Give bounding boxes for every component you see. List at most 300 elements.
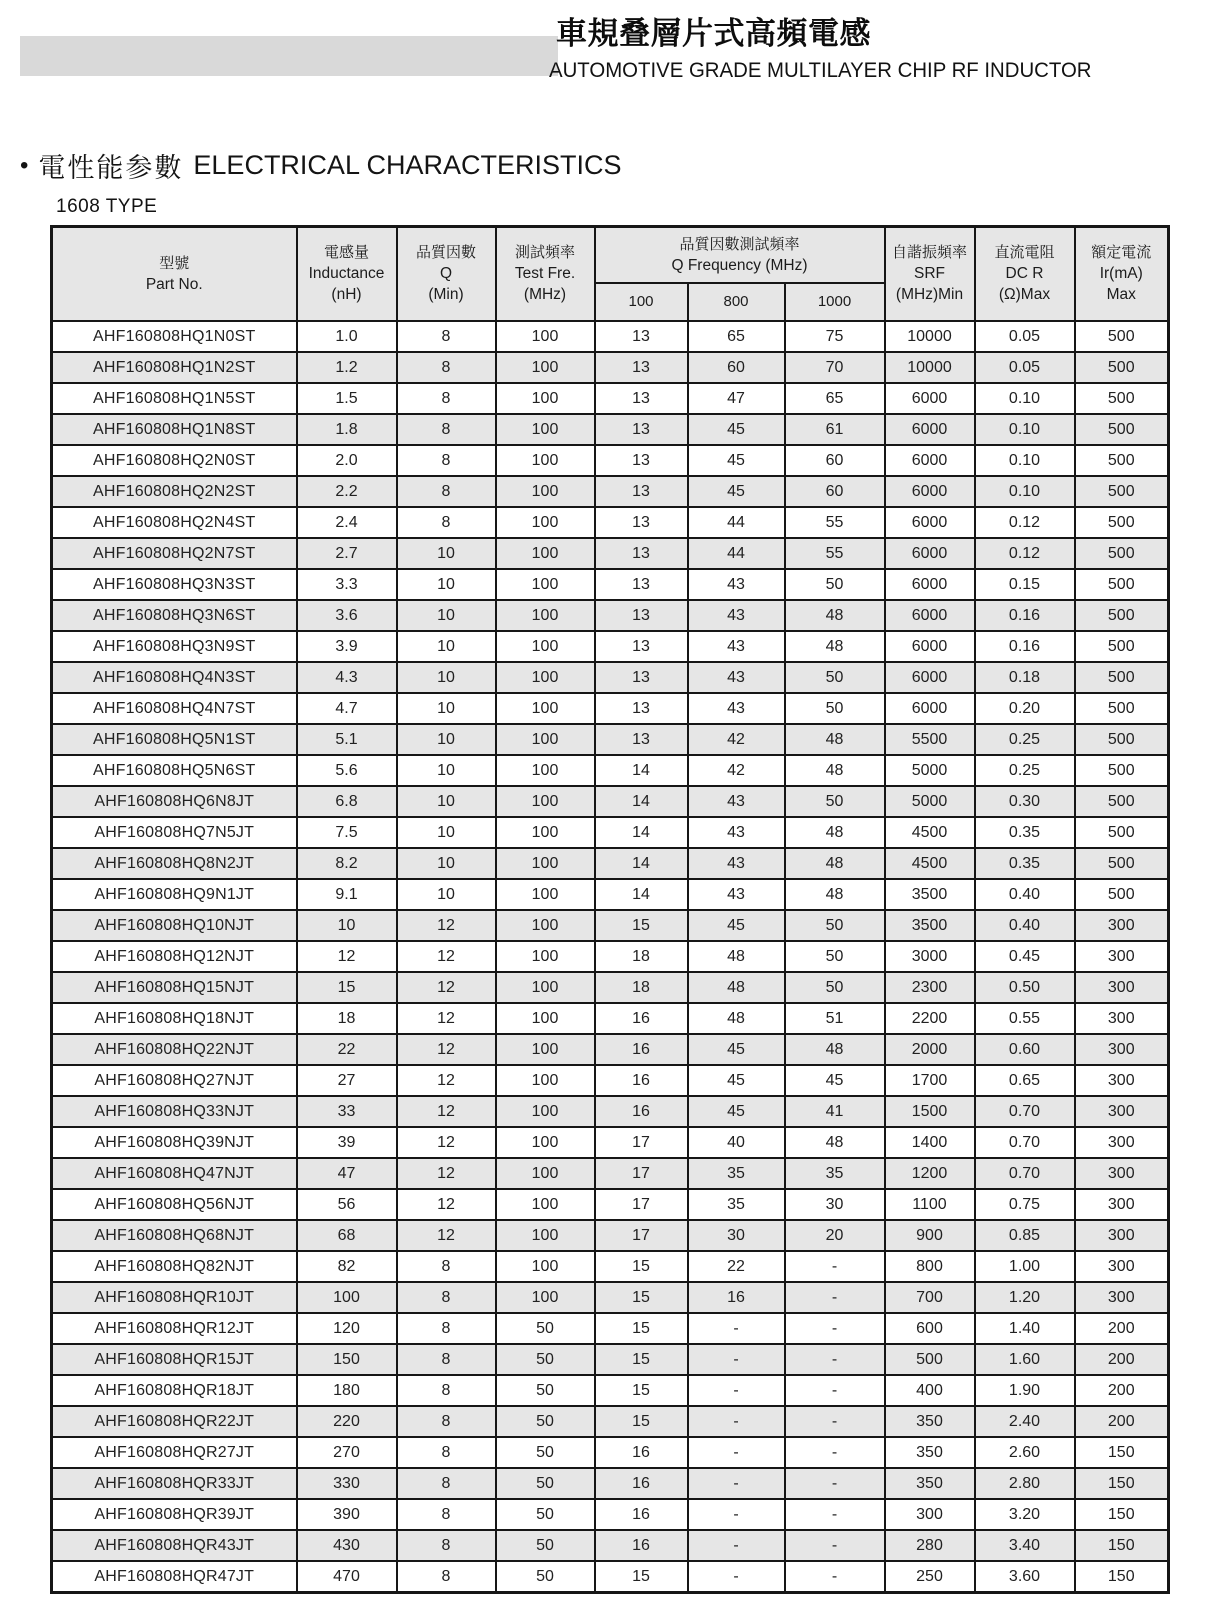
table-row: [52, 600, 1169, 631]
cell-inductance: 390: [297, 1499, 397, 1530]
cell-inductance: 3.9: [297, 631, 397, 662]
cell-dcr: 0.35: [975, 817, 1075, 848]
cell-dcr: 0.40: [975, 879, 1075, 910]
cell-ir: 500: [1075, 662, 1169, 693]
cell-ir: 300: [1075, 1220, 1169, 1251]
table-row: [52, 1468, 1169, 1499]
cell-q_1000: 48: [785, 600, 885, 631]
table-row: [52, 1251, 1169, 1282]
cell-q_800: 45: [688, 476, 785, 507]
cell-q_1000: -: [785, 1344, 885, 1375]
cell-inductance: 5.1: [297, 724, 397, 755]
cell-q_800: 43: [688, 786, 785, 817]
cell-q_1000: 50: [785, 662, 885, 693]
cell-srf: 1400: [885, 1127, 975, 1158]
cell-srf: 6000: [885, 538, 975, 569]
col-header-ir-unit: Max: [1106, 286, 1136, 304]
cell-part_no: AHF160808HQ2N4ST: [52, 507, 297, 538]
col-header-ir-en: Ir(mA): [1099, 265, 1143, 283]
col-header-part-no: [52, 227, 297, 321]
cell-q: 12: [397, 1096, 496, 1127]
cell-q_800: 43: [688, 600, 785, 631]
cell-q_100: 15: [595, 1282, 688, 1313]
cell-srf: 1200: [885, 1158, 975, 1189]
cell-q_1000: 70: [785, 352, 885, 383]
col-header-ir-zh: 額定電流: [1091, 244, 1152, 262]
table-row: [52, 1065, 1169, 1096]
cell-q: 10: [397, 879, 496, 910]
cell-srf: 4500: [885, 848, 975, 879]
cell-inductance: 150: [297, 1344, 397, 1375]
cell-ir: 300: [1075, 1189, 1169, 1220]
cell-inductance: 56: [297, 1189, 397, 1220]
cell-dcr: 0.45: [975, 941, 1075, 972]
cell-ir: 500: [1075, 538, 1169, 569]
cell-q_1000: 48: [785, 755, 885, 786]
cell-ir: 500: [1075, 879, 1169, 910]
cell-dcr: 0.20: [975, 693, 1075, 724]
cell-q_100: 13: [595, 724, 688, 755]
cell-q_800: -: [688, 1313, 785, 1344]
cell-dcr: 0.15: [975, 569, 1075, 600]
cell-part_no: AHF160808HQ68NJT: [52, 1220, 297, 1251]
table-header: [52, 227, 1169, 321]
col-header-q-100: 100: [595, 283, 688, 321]
table-row: [52, 1344, 1169, 1375]
section-heading: [20, 146, 621, 185]
cell-q_800: 35: [688, 1158, 785, 1189]
cell-q: 10: [397, 600, 496, 631]
cell-dcr: 0.25: [975, 755, 1075, 786]
table-row: [52, 1406, 1169, 1437]
cell-q_1000: 60: [785, 445, 885, 476]
cell-q_800: 30: [688, 1220, 785, 1251]
col-header-q-unit: (Min): [428, 286, 464, 304]
cell-q_100: 13: [595, 352, 688, 383]
cell-ir: 300: [1075, 1034, 1169, 1065]
cell-test_fre: 100: [496, 662, 595, 693]
cell-test_fre: 100: [496, 600, 595, 631]
cell-test_fre: 100: [496, 848, 595, 879]
table-body: [52, 321, 1169, 1593]
cell-part_no: AHF160808HQR22JT: [52, 1406, 297, 1437]
col-header-inductance-zh: 電感量: [323, 244, 369, 262]
cell-test_fre: 100: [496, 1065, 595, 1096]
cell-q: 8: [397, 1499, 496, 1530]
cell-q: 10: [397, 786, 496, 817]
table-row: [52, 321, 1169, 352]
table-row: [52, 848, 1169, 879]
cell-q_100: 17: [595, 1158, 688, 1189]
cell-srf: 350: [885, 1437, 975, 1468]
cell-dcr: 0.10: [975, 414, 1075, 445]
cell-q_100: 13: [595, 383, 688, 414]
cell-q_1000: 50: [785, 569, 885, 600]
cell-ir: 300: [1075, 1003, 1169, 1034]
table-row: [52, 693, 1169, 724]
table-row: [52, 1282, 1169, 1313]
cell-q_100: 17: [595, 1220, 688, 1251]
cell-dcr: 3.40: [975, 1530, 1075, 1561]
cell-ir: 500: [1075, 321, 1169, 352]
cell-test_fre: 100: [496, 1096, 595, 1127]
cell-ir: 300: [1075, 972, 1169, 1003]
cell-q_800: 48: [688, 1003, 785, 1034]
cell-q_100: 18: [595, 941, 688, 972]
cell-q_100: 15: [595, 1344, 688, 1375]
cell-dcr: 1.20: [975, 1282, 1075, 1313]
cell-q_800: 35: [688, 1189, 785, 1220]
cell-q_100: 14: [595, 848, 688, 879]
cell-q_1000: 48: [785, 1034, 885, 1065]
col-header-test-fre-zh: 測試頻率: [514, 244, 575, 262]
cell-q_800: -: [688, 1375, 785, 1406]
cell-part_no: AHF160808HQ6N8JT: [52, 786, 297, 817]
cell-q: 12: [397, 1127, 496, 1158]
cell-q_800: 45: [688, 1096, 785, 1127]
cell-inductance: 270: [297, 1437, 397, 1468]
cell-inductance: 22: [297, 1034, 397, 1065]
electrical-characteristics-table: [50, 225, 1170, 1594]
cell-part_no: AHF160808HQ82NJT: [52, 1251, 297, 1282]
col-header-q-800: 800: [688, 283, 785, 321]
cell-q: 12: [397, 1065, 496, 1096]
cell-test_fre: 50: [496, 1437, 595, 1468]
cell-q_1000: 48: [785, 879, 885, 910]
cell-dcr: 0.30: [975, 786, 1075, 817]
cell-test_fre: 100: [496, 321, 595, 352]
cell-q_100: 13: [595, 631, 688, 662]
cell-inductance: 68: [297, 1220, 397, 1251]
cell-test_fre: 100: [496, 1158, 595, 1189]
cell-test_fre: 50: [496, 1530, 595, 1561]
cell-part_no: AHF160808HQR39JT: [52, 1499, 297, 1530]
cell-dcr: 2.40: [975, 1406, 1075, 1437]
cell-test_fre: 50: [496, 1468, 595, 1499]
table-row: [52, 817, 1169, 848]
cell-test_fre: 100: [496, 941, 595, 972]
cell-srf: 1100: [885, 1189, 975, 1220]
cell-srf: 6000: [885, 693, 975, 724]
cell-q: 8: [397, 476, 496, 507]
table-row: [52, 507, 1169, 538]
cell-dcr: 1.90: [975, 1375, 1075, 1406]
cell-q_800: -: [688, 1344, 785, 1375]
cell-ir: 200: [1075, 1406, 1169, 1437]
cell-ir: 500: [1075, 724, 1169, 755]
cell-part_no: AHF160808HQ56NJT: [52, 1189, 297, 1220]
cell-q_100: 16: [595, 1034, 688, 1065]
cell-srf: 6000: [885, 414, 975, 445]
cell-q_1000: 51: [785, 1003, 885, 1034]
cell-q: 10: [397, 817, 496, 848]
col-header-q-frequency-group: [595, 227, 885, 283]
cell-q_1000: 50: [785, 941, 885, 972]
table-row: [52, 1499, 1169, 1530]
cell-inductance: 15: [297, 972, 397, 1003]
cell-part_no: AHF160808HQ33NJT: [52, 1096, 297, 1127]
cell-q_100: 13: [595, 321, 688, 352]
cell-ir: 300: [1075, 1096, 1169, 1127]
cell-test_fre: 100: [496, 507, 595, 538]
cell-q_100: 17: [595, 1127, 688, 1158]
cell-dcr: 3.60: [975, 1561, 1075, 1593]
cell-q: 8: [397, 1282, 496, 1313]
cell-test_fre: 50: [496, 1406, 595, 1437]
cell-q_100: 15: [595, 1561, 688, 1593]
cell-q: 10: [397, 848, 496, 879]
cell-part_no: AHF160808HQ9N1JT: [52, 879, 297, 910]
cell-q_800: 48: [688, 941, 785, 972]
cell-q_1000: 35: [785, 1158, 885, 1189]
table-row: [52, 445, 1169, 476]
cell-srf: 350: [885, 1468, 975, 1499]
cell-inductance: 9.1: [297, 879, 397, 910]
cell-test_fre: 50: [496, 1375, 595, 1406]
cell-test_fre: 100: [496, 1003, 595, 1034]
cell-q_1000: 41: [785, 1096, 885, 1127]
cell-ir: 300: [1075, 1251, 1169, 1282]
cell-srf: 3000: [885, 941, 975, 972]
cell-q_1000: 30: [785, 1189, 885, 1220]
cell-q_100: 16: [595, 1096, 688, 1127]
table-row: [52, 879, 1169, 910]
col-header-dcr-zh: 直流電阻: [994, 244, 1055, 262]
cell-part_no: AHF160808HQ15NJT: [52, 972, 297, 1003]
cell-q_100: 16: [595, 1065, 688, 1096]
cell-part_no: AHF160808HQ39NJT: [52, 1127, 297, 1158]
cell-q: 8: [397, 383, 496, 414]
cell-part_no: AHF160808HQ8N2JT: [52, 848, 297, 879]
cell-q_100: 16: [595, 1530, 688, 1561]
cell-q_800: 16: [688, 1282, 785, 1313]
cell-part_no: AHF160808HQR47JT: [52, 1561, 297, 1593]
cell-q: 12: [397, 972, 496, 1003]
brand-banner-placeholder: [20, 36, 558, 76]
cell-dcr: 1.60: [975, 1344, 1075, 1375]
col-header-dcr-en: DC R: [1005, 265, 1044, 283]
cell-q_1000: 48: [785, 631, 885, 662]
col-header-part-no-en: Part No.: [145, 275, 203, 293]
col-header-srf-unit: (MHz)Min: [895, 286, 964, 304]
cell-q_800: 43: [688, 631, 785, 662]
cell-srf: 700: [885, 1282, 975, 1313]
table-row: [52, 352, 1169, 383]
table-row: [52, 1220, 1169, 1251]
cell-inductance: 27: [297, 1065, 397, 1096]
cell-q: 8: [397, 414, 496, 445]
cell-inductance: 1.5: [297, 383, 397, 414]
cell-test_fre: 50: [496, 1561, 595, 1593]
cell-q_100: 13: [595, 600, 688, 631]
table-row: [52, 1003, 1169, 1034]
cell-part_no: AHF160808HQ1N8ST: [52, 414, 297, 445]
cell-q: 10: [397, 569, 496, 600]
cell-q: 8: [397, 1313, 496, 1344]
type-label: 1608 TYPE: [56, 196, 158, 217]
cell-q: 12: [397, 1220, 496, 1251]
cell-dcr: 0.18: [975, 662, 1075, 693]
cell-srf: 500: [885, 1344, 975, 1375]
cell-inductance: 82: [297, 1251, 397, 1282]
cell-dcr: 0.60: [975, 1034, 1075, 1065]
cell-part_no: AHF160808HQ27NJT: [52, 1065, 297, 1096]
cell-q: 8: [397, 1375, 496, 1406]
cell-q_1000: 55: [785, 538, 885, 569]
cell-q_800: -: [688, 1406, 785, 1437]
cell-ir: 500: [1075, 631, 1169, 662]
cell-dcr: 0.10: [975, 445, 1075, 476]
cell-dcr: 0.05: [975, 352, 1075, 383]
cell-q_100: 15: [595, 1406, 688, 1437]
col-header-q-frequency-zh: 品質因數測試頻率: [679, 235, 800, 253]
cell-test_fre: 100: [496, 445, 595, 476]
cell-inductance: 2.7: [297, 538, 397, 569]
cell-part_no: AHF160808HQ12NJT: [52, 941, 297, 972]
cell-inductance: 220: [297, 1406, 397, 1437]
cell-q: 12: [397, 910, 496, 941]
cell-q_800: 43: [688, 817, 785, 848]
cell-inductance: 100: [297, 1282, 397, 1313]
table-row: [52, 1375, 1169, 1406]
cell-test_fre: 100: [496, 352, 595, 383]
col-header-part-no-zh: 型號: [159, 254, 190, 272]
page-title-zh: 車規叠層片式高頻電感: [556, 16, 871, 51]
cell-dcr: 0.85: [975, 1220, 1075, 1251]
cell-ir: 500: [1075, 569, 1169, 600]
cell-q_800: 22: [688, 1251, 785, 1282]
cell-inductance: 2.2: [297, 476, 397, 507]
cell-q_800: -: [688, 1530, 785, 1561]
cell-q_100: 13: [595, 414, 688, 445]
cell-q_1000: 75: [785, 321, 885, 352]
cell-srf: 2000: [885, 1034, 975, 1065]
cell-ir: 500: [1075, 600, 1169, 631]
cell-q_1000: 61: [785, 414, 885, 445]
cell-q_100: 13: [595, 507, 688, 538]
col-header-inductance: [297, 227, 397, 321]
cell-ir: 300: [1075, 910, 1169, 941]
table-row: [52, 1530, 1169, 1561]
cell-q: 8: [397, 445, 496, 476]
cell-q_800: 42: [688, 755, 785, 786]
cell-ir: 500: [1075, 786, 1169, 817]
cell-part_no: AHF160808HQ7N5JT: [52, 817, 297, 848]
cell-test_fre: 100: [496, 383, 595, 414]
cell-part_no: AHF160808HQ2N2ST: [52, 476, 297, 507]
cell-q_100: 13: [595, 476, 688, 507]
cell-inductance: 4.3: [297, 662, 397, 693]
cell-q: 12: [397, 1189, 496, 1220]
cell-part_no: AHF160808HQR43JT: [52, 1530, 297, 1561]
cell-ir: 150: [1075, 1437, 1169, 1468]
cell-q_800: 43: [688, 693, 785, 724]
col-header-q: [397, 227, 496, 321]
cell-q: 10: [397, 755, 496, 786]
col-header-inductance-en: Inductance: [308, 265, 385, 283]
cell-inductance: 2.4: [297, 507, 397, 538]
cell-dcr: 2.60: [975, 1437, 1075, 1468]
cell-ir: 150: [1075, 1561, 1169, 1593]
cell-ir: 300: [1075, 941, 1169, 972]
cell-test_fre: 100: [496, 817, 595, 848]
cell-q_1000: -: [785, 1406, 885, 1437]
cell-inductance: 33: [297, 1096, 397, 1127]
col-header-srf: [885, 227, 975, 321]
col-header-ir: [1075, 227, 1169, 321]
cell-q: 10: [397, 724, 496, 755]
cell-dcr: 0.75: [975, 1189, 1075, 1220]
cell-q_1000: 48: [785, 817, 885, 848]
cell-part_no: AHF160808HQ3N9ST: [52, 631, 297, 662]
table-header-row-top: [52, 227, 1169, 283]
table-row: [52, 786, 1169, 817]
cell-q_100: 16: [595, 1499, 688, 1530]
cell-srf: 300: [885, 1499, 975, 1530]
cell-ir: 500: [1075, 414, 1169, 445]
cell-part_no: AHF160808HQ10NJT: [52, 910, 297, 941]
cell-q: 10: [397, 662, 496, 693]
cell-q_100: 15: [595, 1251, 688, 1282]
cell-ir: 500: [1075, 445, 1169, 476]
cell-q_1000: -: [785, 1313, 885, 1344]
cell-ir: 200: [1075, 1313, 1169, 1344]
cell-q_100: 14: [595, 817, 688, 848]
cell-q_800: 45: [688, 1034, 785, 1065]
cell-dcr: 0.16: [975, 631, 1075, 662]
cell-ir: 500: [1075, 476, 1169, 507]
cell-part_no: AHF160808HQ47NJT: [52, 1158, 297, 1189]
cell-q_1000: -: [785, 1499, 885, 1530]
cell-q: 10: [397, 693, 496, 724]
cell-dcr: 0.05: [975, 321, 1075, 352]
cell-q: 12: [397, 1003, 496, 1034]
cell-inductance: 18: [297, 1003, 397, 1034]
cell-q: 8: [397, 1344, 496, 1375]
cell-q_800: 45: [688, 1065, 785, 1096]
cell-srf: 6000: [885, 445, 975, 476]
cell-q: 12: [397, 1034, 496, 1065]
cell-test_fre: 100: [496, 972, 595, 1003]
cell-q_100: 18: [595, 972, 688, 1003]
cell-dcr: 1.00: [975, 1251, 1075, 1282]
cell-dcr: 0.12: [975, 538, 1075, 569]
cell-q_800: -: [688, 1561, 785, 1593]
cell-inductance: 430: [297, 1530, 397, 1561]
cell-inductance: 1.2: [297, 352, 397, 383]
cell-dcr: 3.20: [975, 1499, 1075, 1530]
cell-q_800: 60: [688, 352, 785, 383]
cell-ir: 500: [1075, 383, 1169, 414]
cell-dcr: 2.80: [975, 1468, 1075, 1499]
cell-dcr: 0.70: [975, 1127, 1075, 1158]
cell-srf: 5500: [885, 724, 975, 755]
cell-part_no: AHF160808HQ18NJT: [52, 1003, 297, 1034]
cell-ir: 300: [1075, 1158, 1169, 1189]
cell-q_1000: 20: [785, 1220, 885, 1251]
cell-inductance: 470: [297, 1561, 397, 1593]
cell-q_1000: 48: [785, 724, 885, 755]
cell-test_fre: 100: [496, 879, 595, 910]
cell-srf: 400: [885, 1375, 975, 1406]
table-row: [52, 538, 1169, 569]
cell-q_800: 43: [688, 848, 785, 879]
cell-ir: 200: [1075, 1375, 1169, 1406]
cell-srf: 2300: [885, 972, 975, 1003]
table-row: [52, 1561, 1169, 1593]
cell-part_no: AHF160808HQR12JT: [52, 1313, 297, 1344]
cell-test_fre: 100: [496, 1189, 595, 1220]
